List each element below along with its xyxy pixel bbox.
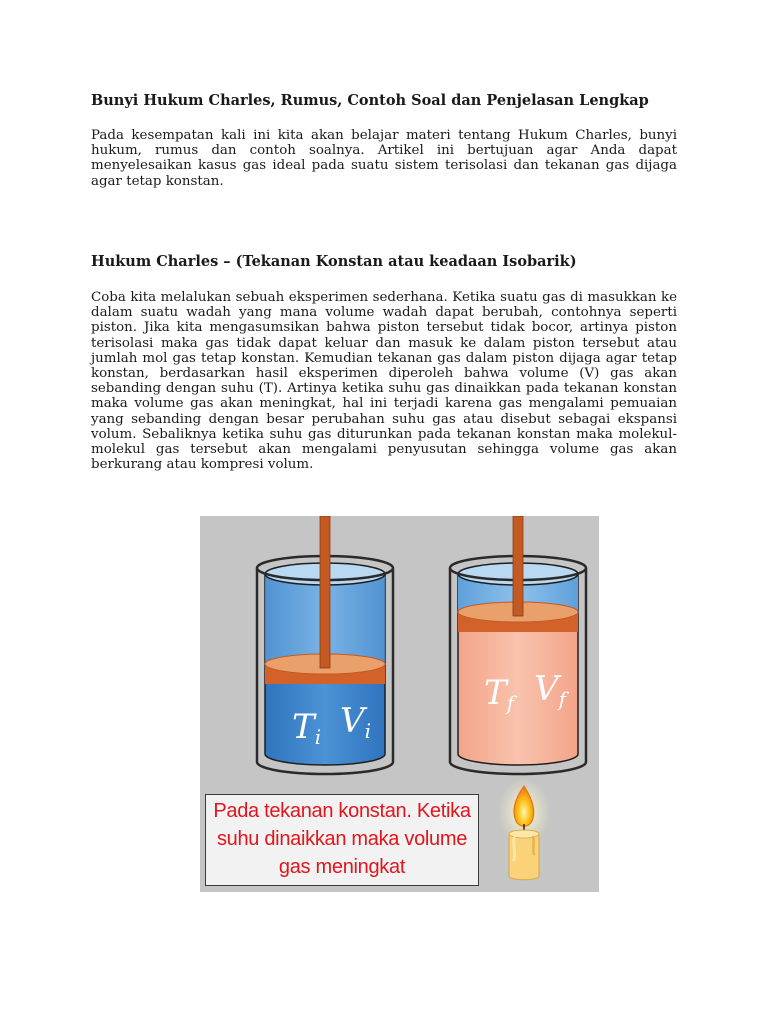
section-paragraph: Coba kita melalukan sebuah eksperimen sederhana. Ketika suatu gas di masukkan ke dalam suatu wadah yang mana volume wadah dapat berubah, contohnya seperti piston. Jika kita mengasumsikan bahwa piston tersebut tidak bocor, artinya piston terisolasi maka gas tidak dapat keluar dan masuk ke dalam piston tersebut atau jumlah mol gas tetap konstan. Kemudian tekanan gas dalam piston dijaga agar tetap konstan, berdasarkan hasil eksperimen diperoleh bahwa volume (V) gas akan sebanding dengan suhu (T). Artinya ketika suhu gas dinaikkan pada tekanan konstan maka volume gas akan meningkat, hal ini terjadi karena gas mengalami pemuaian yang sebanding dengan besar perubahan suhu gas atau disebut sebagai ekspansi volum. Sebaliknya ketika suhu gas diturunkan pada tekanan konstan maka molekul-molekul gas tersebut akan mengalami penyusutan sehingga volume gas akan berkurang atau kompresi volum. <box>91 290 677 473</box>
candle-icon <box>498 778 550 880</box>
left-volume-label: Vi <box>340 701 371 743</box>
right-volume-label: Vf <box>534 669 566 711</box>
right-cylinder <box>450 516 586 774</box>
charles-law-figure <box>200 516 599 892</box>
caption-line-2: suhu dinaikkan maka volume <box>216 828 468 850</box>
right-temp-label: Tf <box>484 673 515 715</box>
figure-caption <box>205 794 479 886</box>
intro-paragraph: Pada kesempatan kali ini kita akan belajar materi tentang Hukum Charles, bunyi hukum, rumus dan contoh soalnya. Artikel ini bertujuan agar Anda dapat menyelesaikan kasus gas ideal pada suatu sistem terisolasi dan tekanan gas dijaga agar tetap konstan. <box>91 128 677 189</box>
caption-line-1: Pada tekanan konstan. Ketika <box>213 800 471 822</box>
left-cylinder <box>257 516 393 774</box>
left-temp-label: Ti <box>292 707 322 749</box>
section-heading: Hukum Charles – (Tekanan Konstan atau keadaan Isobarik) <box>91 253 577 270</box>
article-title: Bunyi Hukum Charles, Rumus, Contoh Soal dan Penjelasan Lengkap <box>91 92 649 109</box>
caption-line-3: gas meningkat <box>278 856 406 878</box>
